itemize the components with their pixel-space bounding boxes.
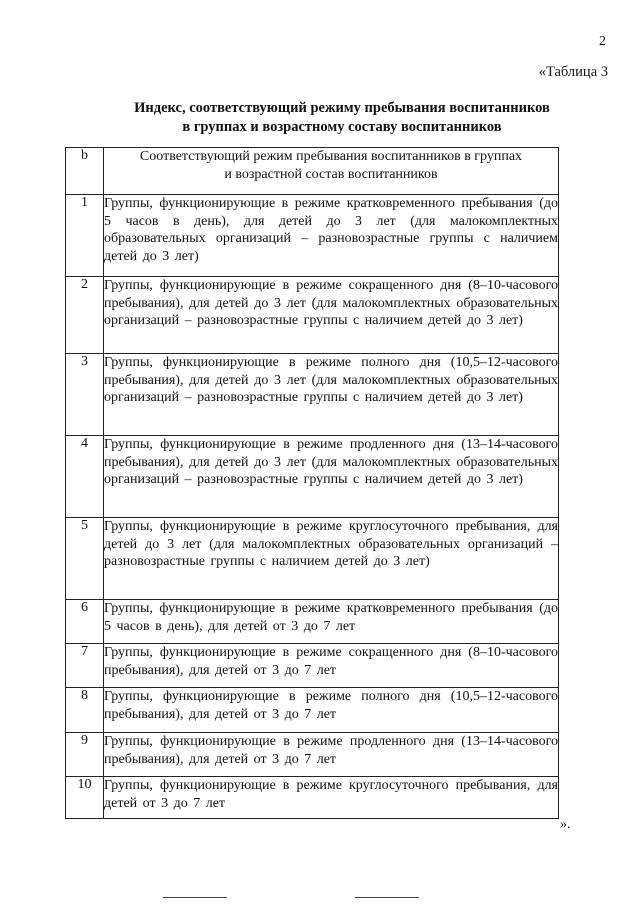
row-index: 5 [66, 518, 104, 600]
row-description: Группы, функционирующие в режиме сокращенного дня (8–10-часового пребывания), для детей до 3 лет (для малокомплектных образовательных организаций – разновозрастные группы с наличием детей до 3 лет) [104, 277, 559, 354]
title-line-1: Индекс, соответствующий режиму пребывания воспитанников [134, 100, 550, 116]
header-description-line-1: Соответствующий режим пребывания воспитанников в группах [139, 149, 523, 164]
row-description: Группы, функционирующие в режиме кратковременного пребывания (до 5 часов в день), для детей от 3 до 7 лет [104, 600, 559, 644]
table-row [66, 195, 559, 277]
row-index: 7 [66, 644, 104, 688]
row-description: Группы, функционирующие в режиме продленного дня (13–14-часового пребывания), для детей от 3 до 7 лет [104, 733, 559, 777]
title-line-2: в группах и возрастному составу воспитанников [182, 119, 502, 135]
row-description: Группы, функционирующие в режиме продленного дня (13–14-часового пребывания), для детей до 3 лет (для малокомплектных образовательных организаций – разновозрастные группы с наличием детей до 3 лет) [104, 436, 559, 518]
row-index: 2 [66, 277, 104, 354]
footer-rule-right [355, 897, 419, 898]
row-index: 1 [66, 195, 104, 277]
table-row [66, 518, 559, 600]
header-description-line-2: и возрастной состав воспитанников [224, 166, 438, 182]
row-index: 6 [66, 600, 104, 644]
row-index: 10 [66, 777, 104, 819]
page-number: 2 [599, 34, 606, 49]
index-table [65, 147, 559, 819]
table-row [66, 354, 559, 436]
table-row [66, 277, 559, 354]
row-description: Группы, функционирующие в режиме круглосуточного пребывания, для детей до 3 лет (для малокомплектных образовательных организаций – разновозрастные группы с наличием детей до 3 лет) [104, 518, 559, 600]
footer-rule-left [163, 897, 227, 898]
row-index: 8 [66, 688, 104, 733]
row-description: Группы, функционирующие в режиме кратковременного пребывания (до 5 часов в день), для детей до 3 лет (для малокомплектных образовательных организаций – разновозрастные группы с наличием детей до 3 лет) [104, 195, 559, 277]
header-b: b [66, 148, 104, 195]
table-row [66, 644, 559, 688]
row-description: Группы, функционирующие в режиме полного дня (10,5–12-часового пребывания), для детей до 3 лет (для малокомплектных образовательных организаций – разновозрастные группы с наличием детей до 3 лет) [104, 354, 559, 436]
row-index: 3 [66, 354, 104, 436]
table-row [66, 436, 559, 518]
closing-quote: ». [560, 817, 571, 832]
header-description [104, 148, 559, 195]
row-description: Группы, функционирующие в режиме сокращенного дня (8–10-часового пребывания), для детей от 3 до 7 лет [104, 644, 559, 688]
table-header-row [66, 148, 559, 195]
row-description: Группы, функционирующие в режиме полного дня (10,5–12-часового пребывания), для детей от 3 до 7 лет [104, 688, 559, 733]
table-row [66, 733, 559, 777]
table-row [66, 688, 559, 733]
document-title [60, 99, 624, 137]
row-description: Группы, функционирующие в режиме круглосуточного пребывания, для детей от 3 до 7 лет [104, 777, 559, 819]
table-row [66, 777, 559, 819]
table-row [66, 600, 559, 644]
row-index: 4 [66, 436, 104, 518]
row-index: 9 [66, 733, 104, 777]
table-caption: «Таблица 3 [538, 64, 608, 80]
